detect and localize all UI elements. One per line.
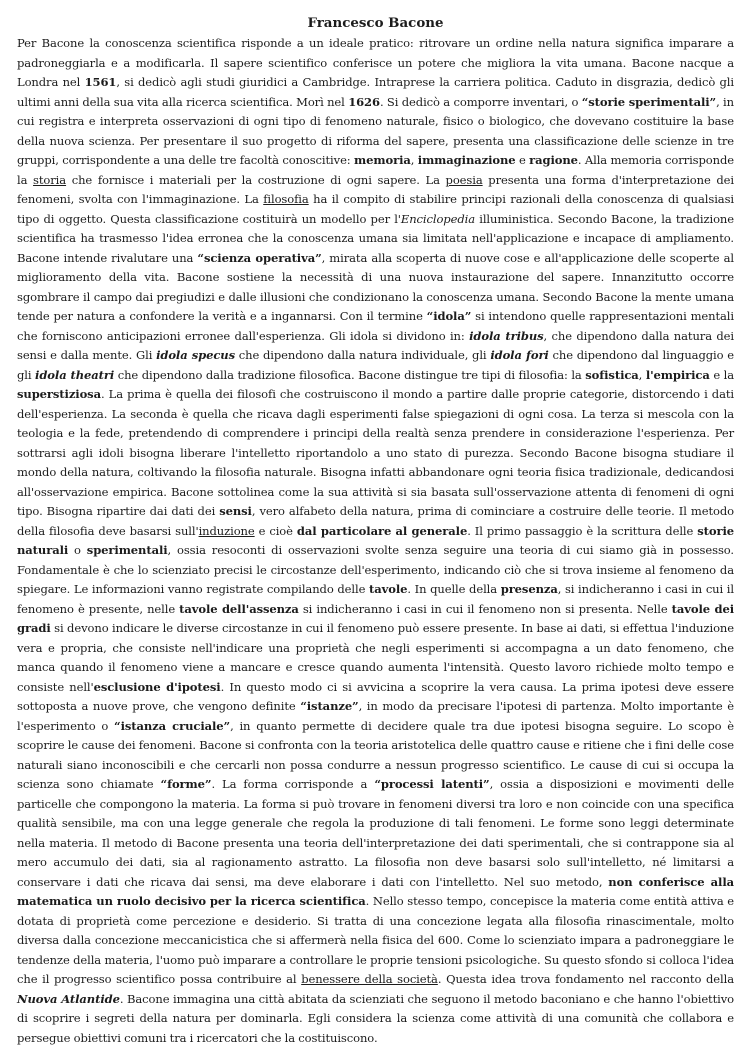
bold-term: sensi [219,504,252,518]
bold-term: tavole dell'assenza [179,601,299,616]
text-run: . In quelle della [407,582,501,596]
bold-italic-term: idola fori [490,348,549,362]
bold-italic-term: idola theatri [35,367,115,382]
bold-term: “scienza operativa” [197,250,322,265]
text-run: . Questa idea trova fondamento nel racconto della [437,972,734,986]
bold-term: immaginazione [417,153,516,167]
text-run: . Si dedicò a comporre inventari, o [379,94,582,109]
bold-term: sperimentali [86,543,168,557]
text-run: , [410,153,418,167]
bold-term: presenza [500,582,558,596]
underlined-term: induzione [198,523,255,538]
bold-term: l'empirica [645,367,710,382]
text-run: e cioè [254,523,297,538]
text-run: ha il compito di stabilire principi razionali della conoscenza di qualsiasi tipo di oggetto. Questa classificazione costituirà un modello per l' [17,192,734,226]
text-run: . Il primo passaggio è la scrittura delle [467,523,698,538]
bold-term: 1626 [348,94,380,109]
underlined-term: filosofia [263,192,309,206]
text-run: che dipendono dalla tradizione filosofica. Bacone distingue tre tipi di filosofia: la [114,367,586,382]
text-run: illuministica. Secondo Bacone, la tradizione scientifica ha trasmesso l'idea erronea che la conoscenza umana sia limitata nell'applicazione e incapace di ampliamento. Bacone intende rivalutare una [17,211,734,265]
text-run: , in quanto permette di decidere quale tra due ipotesi bisogna seguire. Lo scopo è scoprire le cause dei fenomeni. Bacone si confronta con la teoria aristotelica delle quattro cause e ritiene che i fini delle cose naturali siano inconoscibili e che cercarli non possa condurre a nessun progresso scientifico. Le cause di cui si occupa la scienza sono chiamate [17,718,735,791]
text-run: , si dedicò agli studi giuridici a Cambridge. Intraprese la carriera politica. Caduto in disgrazia, dedicò gli ultimi anni della sua vita alla ricerca scientifica. Morì nel [17,75,734,109]
bold-term: “forme” [160,777,212,791]
text-run: che dipendono dal linguaggio e gli [17,348,734,382]
text-run: , mirata alla scoperta di nuove cose e all'applicazione delle scoperte al miglioramento della vita. Bacone sostiene la necessità di una nuova instaurazione del sapere. Innanzitutto occorre sgombrare il campo dai pregiudizi e dalle illusioni che condizionano la conoscenza umana. Secondo Bacone la mente umana tende per natura a confondere la verità e a ingannarsi. Con il termine [17,250,734,323]
bold-term: dal particolare al generale [296,523,468,538]
text-run: , in modo da precisare l'ipotesi di partenza. Molto importante è l'esperimento o [17,699,734,733]
text-run: e la [709,367,734,382]
bold-term: tavole dei gradi [17,601,734,635]
text-run: . La forma corrisponde a [211,777,375,791]
text-run: che dipendono dalla natura individuale, gli [234,348,491,362]
bold-term: “idola” [426,309,472,323]
text-run: o [68,543,87,557]
text-run: , ossia a disposizioni e movimenti delle particelle che compongono la materia. La forma si può trovare in fenomeni diversi tra loro e non coincide con una specifica qualità sensibile, ma con una legge generale che regola la produzione di tali fenomeni. Le forme sono leggi determinate nella materia. Il metodo di Bacone presenta una teoria dell'interpretazione dei dati sperimentali, che si contrappone sia al mero accumulo dei dati, sia al ragionamento astratto. La filosofia non deve basarsi solo sull'intelletto, né limitarsi a conservare i dati che ricava dai sensi, ma deve elaborare i dati con l'intelletto. Nel suo metodo, [17,777,735,889]
text-run: . Nello stesso tempo, concepisce la materia come entità attiva e dotata di proprietà come percezione e desiderio. Si tratta di una concezione legata alla filosofia rinascimentale, molto diversa dalla concezione meccanicistica che si affermerà nella fisica del 600. Come lo scienziato impara a padroneggiare le tendenze della materia, l'uomo può imparare a controllare le proprie tensioni psicologiche. Su questo sfondo si colloca l'idea che il progresso scientifico possa contribuire al [17,894,735,986]
text-run: , in cui registra e interpreta osservazioni di ogni tipo di fenomeno naturale, fisico o biologico, che dovevano costituire la base della nuova scienza. Per presentare il suo progetto di riforma del sapere, presenta una classificazione delle scienze in tre gruppi, corrispondente a una delle tre facoltà conoscitive: [17,94,734,167]
bold-italic-term: idola tribus [469,328,544,343]
bold-term: sofistica [585,367,639,382]
bold-term: esclusione d'ipotesi [93,679,221,694]
text-run: , vero alfabeto della natura, prima di cominciare a costruire delle teorie. Il metodo della filosofia deve basarsi sull' [17,504,734,538]
text-run: e [515,153,530,167]
bold-term: “istanza cruciale” [114,718,231,733]
document-body [17,34,734,1048]
bold-term: superstiziosa [17,387,101,401]
text-run: . Alla memoria corrisponde la [17,153,735,187]
bold-italic-term: idola specus [156,348,235,362]
text-run: che fornisce i materiali per la costruzione di ogni sapere. La [66,172,446,187]
text-run: presenta una forma d'interpretazione dei fenomeni, svolta con l'immaginazione. La [17,172,734,206]
underlined-term: poesia [445,172,483,187]
bold-term: non conferisce alla matematica un ruolo decisivo per la ricerca scientifica [17,874,734,908]
text-run: . In questo modo ci si avvicina a scoprire la vera causa. La prima ipotesi deve essere sottoposta a nuove prove, che vengono definite [17,679,734,713]
bold-term: “processi latenti” [374,777,490,791]
bold-term: ragione [529,153,578,167]
underlined-term: benessere della società [301,972,438,986]
text-run: , che dipendono dalla natura dei sensi e dalla mente. Gli [17,328,735,362]
text-run: . La prima è quella dei filosofi che costruiscono il mondo a partire dalle proprie categorie, distorcendo i dati dell'esperienza. La seconda è quella che ricava dagli esperimenti false spiegazioni di ogni cosa. La terza si mescola con la teologia e la fede, pretendendo di comprendere i principi della realtà senza prendere in considerazione l'esperienza. Per sottrarsi agli idoli bisogna liberare l'intelletto riportandolo a uno stato di purezza. Secondo Bacone bisogna studiare il mondo della natura, coltivando la filosofia naturale. Bisogna infatti abbandonare ogni teoria fisica tradizionale, dedicandosi all'osservazione empirica. Bacone sottolinea come la sua attività si sia basata sull'osservazione attenta di fenomeni di ogni tipo. Bisogna ripartire dai dati dei [17,387,734,518]
bold-term: “istanze” [300,699,359,713]
bold-italic-term: Nuova Atlantide [17,991,120,1006]
text-run: si intendono quelle rappresentazioni mentali che forniscono anticipazioni erronee dall'esperienza. Gli idola si dividono in: [17,309,734,343]
italic-term: Enciclopedia [400,211,476,226]
bold-term: 1561 [84,75,117,89]
bold-term: “storie sperimentali” [581,94,717,109]
text-run: , ossia resoconti di osservazioni svolte senza seguire una teoria di cui siamo già in possesso. Fondamentale è che lo scienziato precisi le circostanze dell'esperimento, indicando ciò che si trova insieme al fenomeno da spiegare. Le informazioni vanno registrate compilando delle [17,543,734,596]
text-run: . Bacone immagina una città abitata da scienziati che seguono il metodo baconiano e che hanno l'obiettivo di scoprire i segreti della natura per dominarla. Egli considera la scienza come attività di una comunità che collabora e persegue obiettivi comuni tra i ricercatori che la costituiscono. [17,991,735,1045]
bold-term: storie naturali [17,523,735,557]
document-title: Francesco Bacone [307,15,444,31]
text-run: , [638,367,646,382]
text-run: Per Bacone la conoscenza scientifica risponde a un ideale pratico: ritrovare un ordine nella natura significa imparare a padroneggiarla e a modificarla. Il sapere scientifico conferisce un potere che migliora la vita umana. Bacone nacque a Londra nel [17,36,734,89]
bold-term: memoria [354,153,411,167]
text-run: , si indicheranno i casi in cui il fenomeno è presente, nelle [17,582,734,616]
bold-term: tavole [369,582,408,596]
text-run: si devono indicare le diverse circostanze in cui il fenomeno può essere presente. In base ai dati, si effettua l'induzione vera e propria, che consiste nell'indicare una proprietà che negli esperimenti si accompagna a un dato fenomeno, che manca quando il fenomeno viene a mancare e cresce quando aumenta l'intensità. Questo lavoro richiede molto tempo e consiste nell' [17,621,734,694]
text-run: si indicheranno i casi in cui il fenomeno non si presenta. Nelle [298,601,672,616]
underlined-term: storia [33,172,67,187]
